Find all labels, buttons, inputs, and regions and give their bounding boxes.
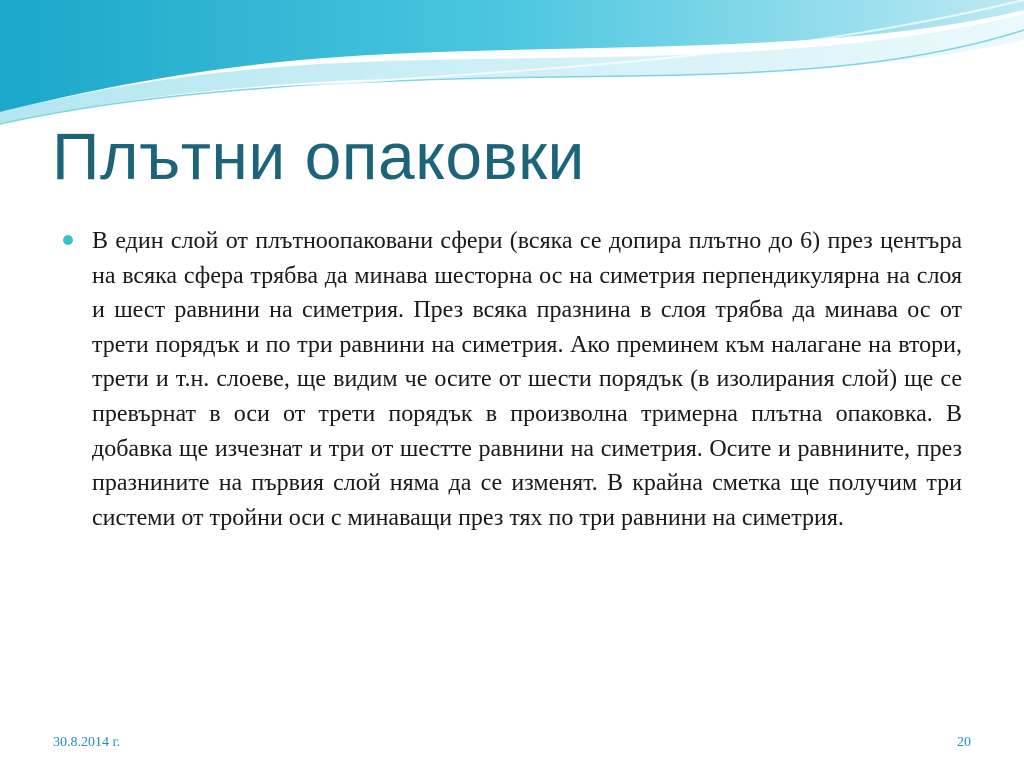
slide-title: Плътни опаковки [52,119,585,193]
footer-date: 30.8.2014 г. [53,735,121,750]
bullet-marker [63,235,73,245]
header-wave-decoration [0,0,1024,130]
slide-body-text: В един слой от плътноопаковани сфери (всяка се допира плътно до 6) през центъра на всяка сфера трябва да минава шесторна ос на симетрия перпендикулярна на слоя и шест равнини на симетрия. През всяка празнина в слоя трябва да минава ос от трети порядък и по три равнини на симетрия. Ако преминем към налагане на втори, трети и т.н. слоеве, ще видим че осите от шести порядък (в изолирания слой) ще се превърнат в оси от трети порядък в произволна тримерна плътна опаковка. В добавка ще изчезнат и три от шестте равнини на симетрия. Осите и равнините, през празнините на първия слой няма да се изменят. В крайна сметка ще получим три системи от тройни оси с минаващи през тях по три равнини на симетрия. [92,228,962,531]
slide-number: 20 [957,735,971,750]
